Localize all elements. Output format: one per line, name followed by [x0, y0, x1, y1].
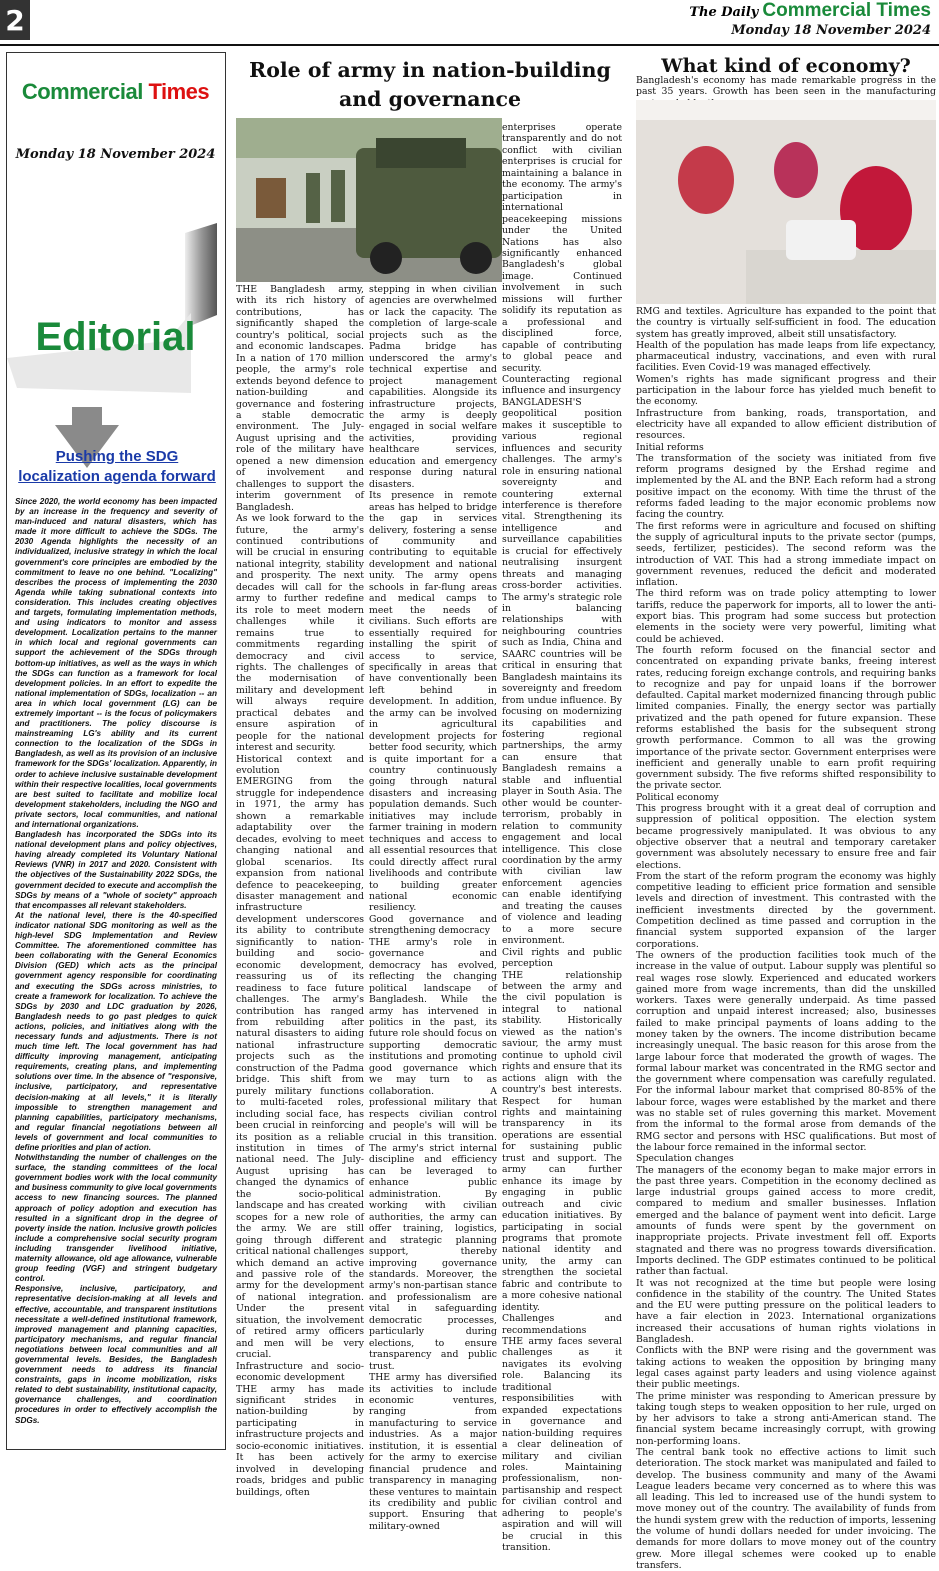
editorial-paragraph: Responsive, inclusive, participatory, and representative decision-making at all levels and effective, accountable, and transparent institutions necessitate a well-defined institutional framework, improved management and planning capacities, participatory mechanisms, and regular financial negotiations between local communities and all governmental levels. Besides, the Bangladesh government needs to address its financial constraints, gaps in income mobilization, risks related to debt sustainability, institutional capacity, governance challenges, and coordination procedures in order to effectively accomplish the SDGs.	[15, 1284, 217, 1425]
soldier-shape	[306, 173, 320, 223]
editorial-paragraph: Since 2020, the world economy has been impacted by an increase in the frequency and severity of man-induced and natural disasters, which has made it more difficult to achieve the SDGs. The 2030 Agenda highlights the necessity of an individualized, inclusive strategy in which the local government's core principles are embodied by the commitment to leave no one behind. "Localizing" describes the process of implementing the 2030 Agenda while taking subnational contexts into consideration. This includes creating objectives and targets, formulating implementation methods, and using indicators to monitor and assess development. Localization pertains to the manner in which local and regional governments can support the achievement of the SDGs through bottom-up initiatives, as well as the ways in which the SDGs can function as a framework for local development policies. In an effort to expedite the national implementation of SDGs, localization -- an area in which local government (LG) can be extremely important -- is the focus of policymakers and practitioners. The policy discourse is mainstreaming LG's ability and its current connection to the localization of the SDGs in Bangladesh, as well as its provision of an inclusive framework for the SDGs' localization. Apparently, in order to achieve inclusive sustainable development within their respective localities, local governments are best suited to facilitate and mobilize local development stakeholders, including the NGO and private sectors, local communities, and national and international organizations.	[15, 497, 217, 829]
economy-paragraph: Conflicts with the BNP were rising and the government was taking actions to weaken the opposition by bringing many legal cases against party leaders and using violence against their public meetings.	[636, 1345, 936, 1391]
economy-paragraph: Infrastructure from banking, roads, transportation, and electricity have all expanded to allow efficient distribution of resources.	[636, 407, 936, 442]
economy-paragraph: The prime minister was responding to American pressure by taking tough steps to weaken opposition to her rule, urged on by her advisors to take a strong anti-American stand. The financial system became increasingly corrupt, with growing non-performing loans.	[636, 1390, 936, 1447]
masthead-title	[689, 0, 931, 22]
sidebar-logo-part1: Commercial	[21, 79, 143, 104]
pillar-shape	[185, 223, 217, 328]
army-subhead: Good governance and strengthening democracy	[369, 913, 497, 937]
army-paragraph: EMERGING from the struggle for independence in 1971, the army has shown a remarkable adaptability over the decades, evolving to meet changing national and global scenarios. Its expansion from national defence to peacekeeping, disaster management and infrastructure development underscores its ability to contribute significantly to nation-building and socio-economic development, reassuring us of its readiness to face future challenges. The army's contribution has ranged from rebuilding after natural disasters to aiding national infrastructure projects such as the construction of the Padma bridge. This shift from purely military functions to multi-faceted roles, including social face, has been crucial in reinforcing its position as a reliable institution in times of national need. The July-August uprising has changed the dynamics of the socio-political landscape and has created scopes for a new role of the army. We are still going through different critical national challenges which demand an active and passive role of the army for the development of national integration. Under the present situation, the involvement of retired army officers and men will be very crucial.	[236, 776, 364, 1361]
economy-article-title: What kind of economy?	[661, 55, 911, 77]
army-article-column-1	[236, 284, 364, 1498]
masthead-name: Commercial Times	[762, 0, 931, 21]
masthead-date: Monday 18 November 2024	[731, 23, 931, 38]
economy-paragraph: The third reform was on trade policy attempting to lower tariffs, reduce the paperwork for imports, all to lower the anti-export bias. This program had some success but protection elements in the society were very powerful, limiting what could be achieved.	[636, 588, 936, 645]
economy-subhead: Speculation changes	[636, 1153, 734, 1165]
sidebar-logo	[7, 79, 224, 105]
army-paragraph: BANGLADESH'S geopolitical position makes it susceptible to various regional influences and security challenges. The army's role in ensuring national sovereignty and countering external interference is therefore vital. Strengthening its intelligence and surveillance capabilities is crucial for effectively neutralising insurgent threats and managing cross-border activities. The army's strategic role in balancing relationships with neighbouring countries such as India, China and SAARC countries will be critical in ensuring that Bangladesh maintains its sovereignty and freedom from undue influence. By focusing on modernizing its capabilities and fostering regional partnerships, the army can ensure that Bangladesh remains a stable and influential player in South Asia. The other would be counter-terrorism, probably in relation to community engagement and local intelligence. This close coordination by the army with civilian law enforcement agencies can enable identifying and treating the causes of violence and leading to a more secure environment.	[502, 396, 622, 947]
economy-paragraph: This progress brought with it a great deal of corruption and suppression of political opposition. The election system became progressively manipulated. It was obvious to any objective observer that a neutral and temporary caretaker government was absolutely necessary to ensure free and fair elections.	[636, 803, 936, 871]
editorial-label: Editorial	[35, 315, 196, 359]
economy-paragraph: From the start of the reform program the economy was highly competitive leading to efficient price formation and sensible levels and direction of investment. This contrasted with the inefficient investments directed by the government. Competition declined as time passed and corruption in the financial system supported expansion of the larger corporations.	[636, 870, 936, 950]
army-article-photo	[236, 118, 502, 282]
sewing-machine-shape	[786, 220, 856, 260]
army-paragraph: Its presence in remote areas has helped to bridge the gap in services delivery, fostering a sense of community and contributing to equitable development and national unity. The army opens schools in far-flung areas and medical camps to meet the needs of civilians. Such efforts are essentially required for installing the spirit of access to service, specifically in areas that have conventionally been left behind in development. In addition, the army can be involved in agricultural development projects for better food security, which is quite important for a country continuously going through natural disasters and increasing population demands. Such initiatives may include farmer training in modern techniques and access to all essential resources that could directly affect rural livelihoods and contribute to building greater national economic resiliency.	[369, 490, 497, 914]
economy-paragraph: The managers of the economy began to make major errors in the past three years. Competition in the economy declined as large industrial groups gained access to more credit, compared to medium and smaller businesses. Inflation emerged and the balance of payment went into deficit. Large amounts of funds were spent by the government on inappropriate projects. Private investment fell off. Exports stagnated and there was no progress towards diversification. Imports declined. The GDP estimates continued to be political rather than factual.	[636, 1164, 936, 1278]
editorial-paragraph: Bangladesh has incorporated the SDGs into its national development plans and policy objectives, having already completed its Voluntary National Reviews (VNR) in 2017 and 2020. Consistent with the objectives of the Sustainability 2022 SDGs, the government decided to execute and accomplish the SDGs by means of a "whole of society" approach that encompasses all relevant stakeholders.	[15, 830, 217, 910]
economy-lead: Bangladesh's economy has made remarkable progress in the past 35 years. Growth has been seen in the manufacturing	[636, 75, 936, 98]
editorial-headline: Pushing the SDG localization agenda forward	[18, 448, 216, 485]
economy-article-photo	[636, 100, 936, 304]
army-article-column-2	[369, 284, 497, 1532]
army-subhead: Infrastructure and socio-economic development	[236, 1360, 364, 1384]
sidebar-logo-part2: Times	[148, 79, 210, 104]
army-paragraph: stepping in when civilian agencies are overwhelmed or lack the capacity. The completion of large-scale projects such as the Padma bridge has underscored the army's technical expertise and project management capabilities. Alongside its infrastructure projects, the army is deeply engaged in social welfare activities, providing healthcare services, education and emergency response during natural disasters.	[369, 284, 497, 490]
economy-paragraph: Health of the population has made leaps from life expectancy, pharmaceutical industry, vaccinations, and even with rural facilities. Even Covid-19 was managed effectively.	[636, 339, 936, 374]
page-number: 2	[0, 0, 30, 40]
army-paragraph: THE army's role in governance and democracy has evolved, reflecting the changing political landscape of Bangladesh. While the army has intervened in politics in the past, its future role should focus on supporting democratic institutions and promoting good governance which we may turn to as collaboration. A professional military that respects civilian control and people's will will be crucial in this transition. The army's strict internal discipline and efficiency can be leveraged to enhance public administration. By working with civilian authorities, the army can offer training, logistics, and strategic planning support, thereby improving governance standards. Moreover, the army's non-partisan stance and professionalism are vital in safeguarding democratic processes, particularly during elections, to ensure transparency and public trust.	[369, 936, 497, 1372]
economy-paragraph: Women's rights has made significant progress and their participation in the labour force has yielded much benefit to the economy.	[636, 373, 936, 408]
army-paragraph: THE army has made significant strides in nation-building by participating in infrastructure projects and socio-economic initiatives. It has been actively involved in developing roads, bridges and public buildings, often	[236, 1383, 364, 1498]
economy-article-body	[636, 306, 936, 1571]
army-paragraph: THE relationship between the army and the civil population is integral to national stability. Historically viewed as the nation's saviour, the army must continue to uphold civil rights and ensure that its actions align with the country's best interests. Respect for human rights and maintaining transparency in its operations are essential for sustaining public trust and support. The army can further enhance its image by engaging in public outreach and civic education initiatives. By participating in social programs that promote national identity and unity, the army can strengthen the societal fabric and contribute to a more cohesive national identity.	[502, 969, 622, 1313]
army-paragraph: As we look forward to the future, the army's continued contributions will be crucial in ensuring national integrity, stability and prosperity. The next decades will call for the army to further redefine its role to meet modern challenges while it remains true to commitments regarding democracy and civil rights. The challenges of the modernisation of military and development will always require practical debates and ensure aspiration of people for the national interest and security.	[236, 513, 364, 754]
army-subhead: Historical context and evolution	[236, 753, 364, 777]
army-paragraph: THE army faces several challenges as it navigates its evolving role. Balancing its traditional responsibilities with expanded expectations in governance and nation-building requires a clear delineation of military and civilian roles. Maintaining professionalism, non-partisanship and respect for civilian control and adhering to people's aspiration and will will be crucial in this transition.	[502, 1336, 622, 1554]
army-paragraph: THE Bangladesh army, with its rich history of contributions, has significantly shaped the country's political, social and economic landscapes. In a nation of 170 million people, the army's role extends beyond defence to nation-building and governance and fostering a stable democratic environment. The July-August uprising and the role of the military have opened a new dimension of involvement and challenges to support the interim government of Bangladesh.	[236, 284, 364, 513]
economy-subhead: Initial reforms	[636, 441, 704, 453]
worker-shape	[678, 146, 734, 214]
army-paragraph: enterprises operate transparently and do not conflict with civilian enterprises is crucial for maintaining a balance in the economy. The army's participation in international peacekeeping missions under the United Nations has also significantly enhanced Bangladesh's global image. Continued involvement in such missions will further solidify its reputation as a professional and disciplined force, capable of contributing to global peace and security.	[502, 122, 622, 374]
army-article-title: Role of army in nation-building and governance	[249, 58, 611, 111]
header-rule	[0, 44, 939, 46]
economy-paragraph: The owners of the production facilities took much of the increase in the value of output. Labour supply was plentiful so real wages rose slowly. Experienced and educated workers gained more from wage increments, than did the unskilled workers. Taxes were generally underpaid. As time passed corruption and unpaid interest increased; also, businesses failed to make principal payments of loans adding to the money taken by the owners. The income distribution became increasingly unequal. The basic reason for this arose from the large labour force that moderated the growth of wages. The formal labour market was concentrated in the RMG sector and the government where compensation was carefully regulated. For the informal labour market that comprised 80-85% of the labour force, wages were established by the market and there was no stable set of rules governing this market. Movement from the informal to the formal arose from demands of the RMG sector and persons with HSC qualifications. But most of the labour force remained in the informal sector.	[636, 949, 936, 1153]
army-paragraph: THE army has diversified its activities to include economic ventures, ranging from manufacturing to service industries. As a major institution, it is essential for the army to exercise financial prudence and transparency in managing these ventures to maintain its credibility and public support. Ensuring that military-owned	[369, 1372, 497, 1532]
economy-paragraph: RMG and textiles. Agriculture has expanded to the point that the country is virtually self-sufficient in food. The education system has greatly improved, albeit still unsatisfactory.	[636, 306, 936, 340]
economy-subhead: Political economy	[636, 791, 719, 803]
editorial-paragraph: Notwithstanding the number of challenges on the surface, the standing committees of the local government bodies work with the local community and business community to give local governments access to new financing sources. The planned approach of policy adoption and execution has resulted in a significant drop in the degree of poverty inside the nation. Inclusive growth policies include a comprehensive social security program including transgender livelihood initiative, maternity allowance, old age allowance, vulnerable group feeding (VGF) and stringent budgetary control.	[15, 1153, 217, 1284]
masthead-prefix: The Daily	[689, 5, 759, 20]
rickshaw-shape	[256, 178, 286, 218]
army-subhead: Challenges and recommendations	[502, 1313, 622, 1336]
economy-paragraph: The central bank took no effective actions to limit such deterioration. The stock market was manipulated and failed to develop. The business community and many of the Awami League leaders became very concerned as to where this was all leading. This led to increased use of the hundi system to move money out of the country. The availability of funds from the hundi system grew with the reduction of imports, lessening the volume of hundi dollars needed for under invoicing. The demands for more dollars to move money out of the country grew. More illegal schemes were cooked up to enable transfers.	[636, 1446, 936, 1571]
editorial-paragraph: At the national level, there is the 40-specified indicator national SDG monitoring as well as the high-level SDG Implementation and Review Committee. The aforementioned committee has been collaborating with the General Economics Division (GED) which acts as the principal government agency responsible for coordinating and executing the SDGs across ministries, to create a framework for localization. To achieve the SDGs by 2030 and LDC graduation by 2026, Bangladesh needs to go past pledges to quick actions, policies, and initiatives along with the necessary funds and adjustments. There is not much time left. The local government has had difficulty improving management, anticipating requirements, creating plans, and implementing solutions over time. In the absence of "responsive, inclusive, participatory, and representative decision-making at all levels," it is literally impossible to strengthen management and planning capabilities, participatory mechanisms, and regular financial negotiations between all levels of government and local communities to define priorities and plan of action.	[15, 910, 217, 1152]
sidebar-date: Monday 18 November 2024	[15, 147, 216, 162]
army-subhead: Counteracting regional influence and insurgency	[502, 373, 622, 397]
economy-paragraph: The transformation of the society was initiated from five reform programs designed by the Ershad regime and implemented by the AL and the BNP. Each reform had a strong positive impact on the economy. With time the thrust of the reforms faded leading to the major economic problems now facing the country.	[636, 452, 936, 521]
army-subhead: Civil rights and public perception	[502, 946, 622, 970]
economy-paragraph: The fourth reform focused on the financial sector and concentrated on expanding private banks, freeing interest rates, reducing foreign exchange controls, and requiring banks to recognize and pay for unpaid loans if the borrower defaulted. Capital market modernized financing through public limited companies. Finally, the energy sector was partially privatized and the path opened for future expansion. These reforms established the basis for the subsequent strong growth performance. Common to all was the growing importance of the private sector. Government enterprises were inefficient and generally unable to earn profit requiring government subsidy. The five reforms shifted responsibility to the private sector.	[636, 644, 936, 792]
economy-paragraph: It was not recognized at the time but people were losing confidence in the stability of the country. The United States and the EU were putting pressure on the political leaders to have a fair election in 2023. International organizations increased their accusations of human rights violations in Bangladesh.	[636, 1277, 936, 1346]
economy-paragraph: The first reforms were in agriculture and focused on shifting the supply of agricultural inputs to the private sector (pumps, seeds, fertilizer, pesticides). The second reform was the introduction of VAT. This had a strong immediate impact on government revenues, reduced the deficit and moderated inflation.	[636, 520, 936, 589]
editorial-body	[15, 497, 217, 1447]
editorial-sidebar	[6, 52, 226, 1450]
army-article-column-3	[502, 122, 622, 1554]
